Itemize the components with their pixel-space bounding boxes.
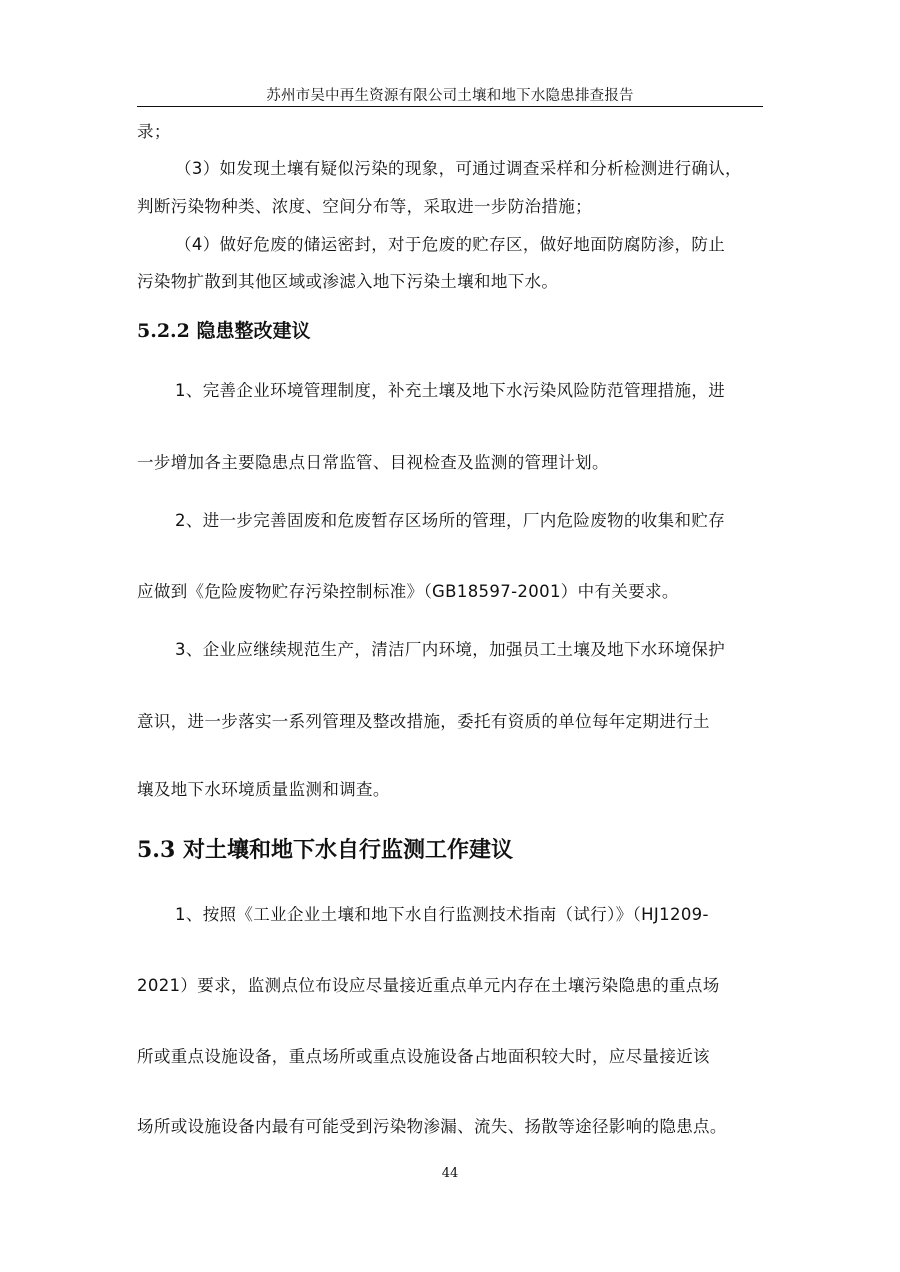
paragraph-3-line-2: 意识，进一步落实一系列管理及整改措施，委托有资质的单位每年定期进行土	[137, 712, 710, 731]
page-number: 44	[441, 1166, 459, 1181]
paragraph-line: 录；	[137, 122, 171, 141]
section-title: 对土壤和地下水自行监测工作建议	[182, 838, 513, 863]
paragraph-1-line-4: 场所或设施设备内最有可能受到污染物渗漏、流失、扬散等途径影响的隐患点。	[137, 1117, 727, 1136]
paragraph-2-line-2: 应做到《危险废物贮存污染控制标准》（GB18597-2001）中有关要求。	[137, 582, 679, 601]
paragraph-3-line-1: 3、企业应继续规范生产，清洁厂内环境，加强员工土壤及地下水环境保护	[175, 640, 726, 659]
section-number: 5.3	[137, 837, 176, 863]
paragraph-1-line-1: 1、完善企业环境管理制度，补充土壤及地下水污染风险防范管理措施，进	[175, 381, 726, 400]
paragraph-2-line-1: 2、进一步完善固废和危废暂存区场所的管理，厂内危险废物的收集和贮存	[175, 511, 726, 530]
list-item-3-line-1: （3）如发现土壤有疑似污染的现象，可通过调查采样和分析检测进行确认，	[175, 159, 742, 178]
paragraph-3-line-3: 壤及地下水环境质量监测和调查。	[137, 780, 390, 799]
list-item-4-line-1: （4）做好危废的储运密封，对于危废的贮存区，做好地面防腐防渗，防止	[175, 235, 726, 254]
section-heading-5-2-2	[137, 316, 311, 343]
list-item-4-line-2: 污染物扩散到其他区域或渗滤入地下污染土壤和地下水。	[137, 272, 559, 291]
paragraph-1-line-3: 所或重点设施设备，重点场所或重点设施设备占地面积较大时，应尽量接近该	[137, 1047, 710, 1066]
page-header-title: 苏州市吴中再生资源有限公司土壤和地下水隐患排查报告	[266, 88, 634, 104]
section-heading-5-3	[137, 833, 513, 864]
header-divider	[137, 106, 763, 107]
section-title: 隐患整改建议	[196, 320, 311, 342]
paragraph-1-line-2: 2021）要求，监测点位布设应尽量接近重点单元内存在土壤污染隐患的重点场	[137, 976, 720, 995]
list-item-3-line-2: 判断污染物种类、浓度、空间分布等，采取进一步防治措施；	[137, 197, 592, 216]
paragraph-1-line-1: 1、按照《工业企业土壤和地下水自行监测技术指南（试行）》（HJ1209-	[175, 905, 709, 924]
paragraph-1-line-2: 一步增加各主要隐患点日常监管、目视检查及监测的管理计划。	[137, 453, 609, 472]
section-number: 5.2.2	[137, 320, 190, 342]
